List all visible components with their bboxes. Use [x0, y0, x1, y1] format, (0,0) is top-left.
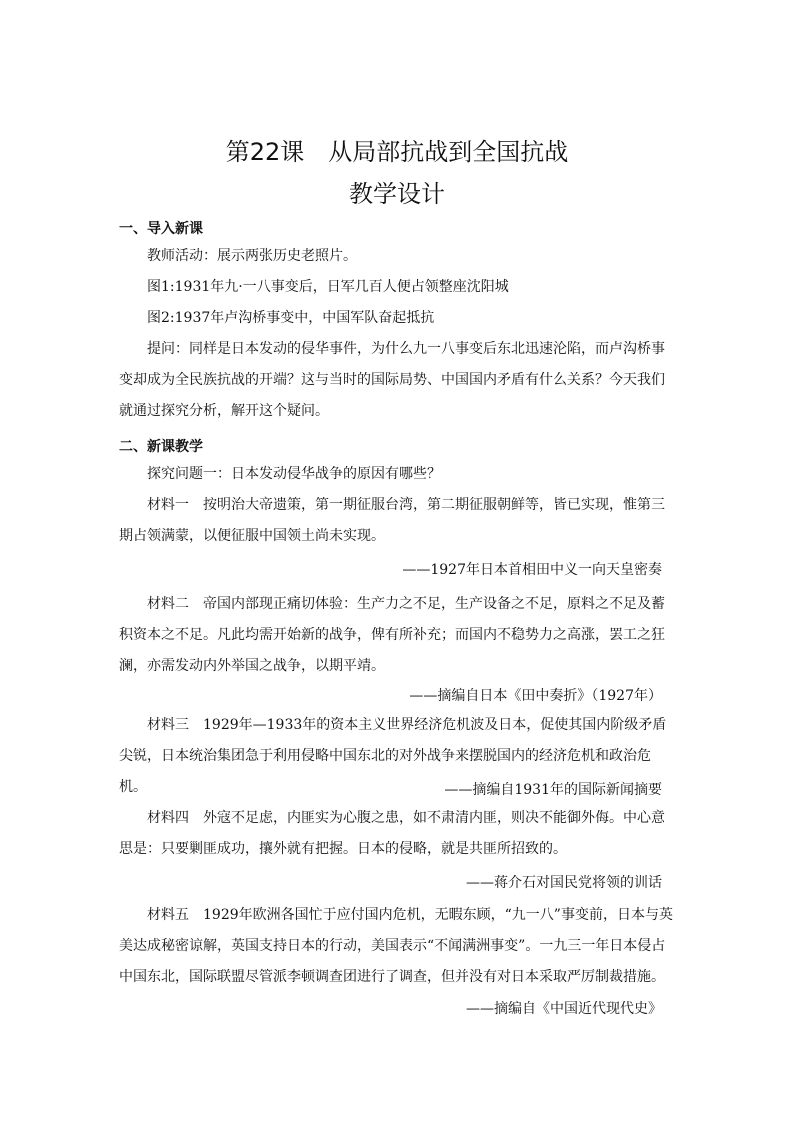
material-text: 1929年—1933年的资本主义世界经济危机波及日本，促使其国内阶级矛盾尖锐，日本统治集团急于利用侵略中国东北的对外战争来摆脱国内的经济危机和政治危机。 — [119, 717, 667, 795]
section-heading-intro: 一、导入新课 — [119, 221, 203, 237]
page-subtitle: 教学设计 — [349, 180, 445, 208]
inquiry-question: 探究问题一：日本发动侵华战争的原因有哪些？ — [147, 466, 441, 482]
intro-activity: 教师活动：展示两张历史老照片。 — [147, 248, 357, 264]
material-label: 材料二 — [147, 596, 189, 612]
material-2 — [119, 589, 677, 682]
material-3-source: ——摘编自1931年的国际新闻摘要 — [444, 782, 662, 798]
section-heading-new-lesson: 二、新课教学 — [119, 439, 203, 455]
material-1-source: ——1927年日本首相田中义一向天皇密奏 — [402, 562, 662, 578]
material-text: 帝国内部现正痛切体验：生产力之不足，生产设备之不足，原料之不足及蓄积资本之不足。凡此均需开始新的战争，俾有所补充；而国内不稳势力之高涨，罢工之狂澜，亦需发动内外举国之战争，以期平靖。 — [119, 596, 665, 674]
material-text: 外寇不足虑，内匪实为心腹之患，如不肃清内匪，则决不能御外侮。中心意思是：只要剿匪成功，攘外就有把握。日本的侵略，就是共匪所招致的。 — [119, 810, 665, 857]
material-label: 材料五 — [147, 907, 189, 923]
material-label: 材料四 — [147, 810, 189, 826]
intro-figure-1: 图1:1931年九·一八事变后，日军几百人便占领整座沈阳城 — [147, 279, 509, 295]
material-5-source: ——摘编自《中国近代现代史》 — [466, 1001, 662, 1017]
material-4-source: ——蒋介石对国民党将领的训话 — [466, 875, 662, 891]
material-label: 材料一 — [147, 497, 189, 513]
material-text: 1929年欧洲各国忙于应付国内危机，无暇东顾，“九一八”事变前，日本与英美达成秘密谅解，英国支持日本的行动，美国表示“不闻满洲事变”。一九三一年日本侵占中国东北，国际联盟尽管派李顿调查团进行了调查，但并没有对日本采取严厉制裁措施。 — [119, 907, 673, 985]
material-2-source: ——摘编自日本《田中奏折》（1927年） — [409, 688, 662, 704]
intro-figure-2: 图2:1937年卢沟桥事变中，中国军队奋起抵抗 — [147, 310, 435, 326]
material-1 — [119, 490, 677, 552]
material-4 — [119, 803, 677, 865]
material-text: 按明治大帝遗策，第一期征服台湾，第二期征服朝鲜等，皆已实现，惟第三期占领满蒙，以便征服中国领土尚未实现。 — [119, 497, 665, 544]
page-title: 第22课 从局部抗战到全国抗战 — [225, 138, 569, 166]
material-5 — [119, 900, 677, 993]
intro-question: 提问：同样是日本发动的侵华事件，为什么九一八事变后东北迅速沦陷，而卢沟桥事变却成为全民族抗战的开端？这与当时的国际局势、中国国内矛盾有什么关系？今天我们就通过探究分析，解开这个疑问。 — [119, 341, 665, 419]
material-label: 材料三 — [147, 717, 189, 733]
